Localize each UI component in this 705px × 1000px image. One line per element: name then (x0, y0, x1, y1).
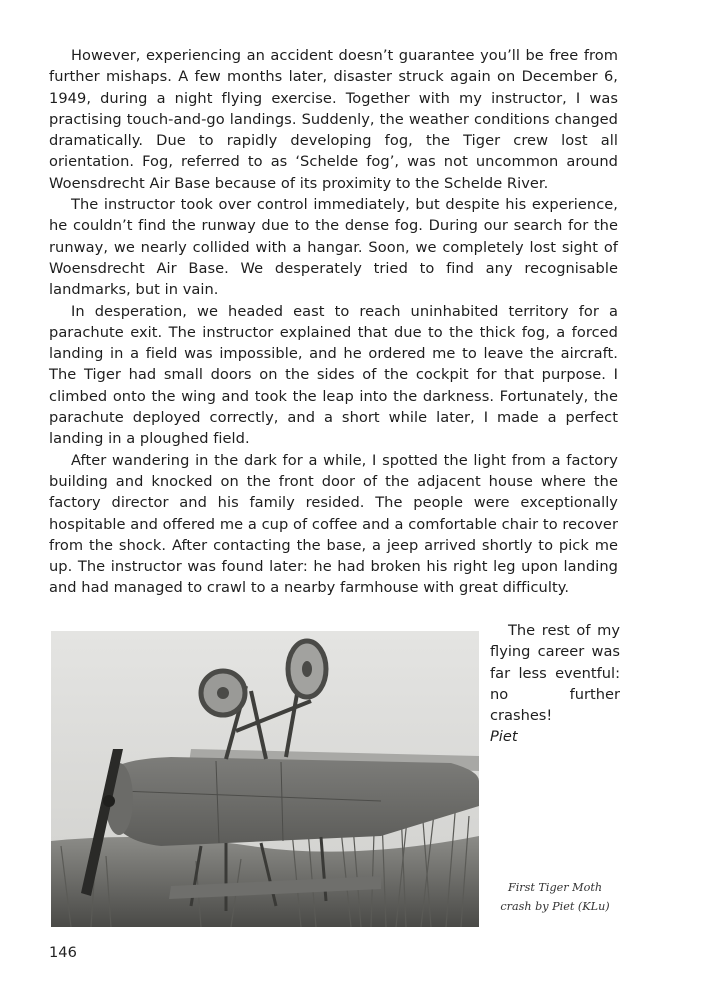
author-signature: Piet (490, 728, 518, 746)
caption-line-2: crash by Piet (KLu) (500, 900, 610, 913)
paragraph-1: However, experiencing an accident doesn’t guarantee you’ll be free from further mishaps. A few months later, disaster struck again on December 6, 1949, during a night flying exercise. Together with my instructor, I was practising touch-and-go landings. Suddenly, the weather conditions changed dramatically. Due to rapidly developing fog, the Tiger crew lost all orientation. Fog, referred to as ‘Schelde fog’, was not uncommon around Woensdrecht Air Base because of its proximity to the Schelde River. (49, 47, 618, 192)
caption-line-1: First Tiger Moth (507, 881, 603, 894)
closing-text (490, 620, 620, 748)
photo-caption (490, 878, 620, 916)
closing-sentence: The rest of my flying career was far less eventful: no further crashes! (490, 622, 620, 725)
crashed-aircraft-photo (51, 631, 479, 927)
body-text (49, 45, 618, 599)
paragraph-4: After wandering in the dark for a while, I spotted the light from a factory building and knocked on the front door of the adjacent house where the factory director and his family resided. The people were exceptionally hospitable and offered me a cup of coffee and a comfortable chair to recover from the shock. After contacting the base, a jeep arrived shortly to pick me up. The instructor was found later: he had broken his right leg upon landing and had managed to crawl to a nearby farmhouse with great difficulty. (49, 451, 618, 597)
paragraph-2: The instructor took over control immediately, but despite his experience, he couldn’t find the runway due to the dense fog. During our search for the runway, we nearly collided with a hangar. Soon, we completely lost sight of Woensdrecht Air Base. We desperately tried to find any recognisable landmarks, but in vain. (49, 196, 618, 299)
paragraph-3: In desperation, we headed east to reach uninhabited territory for a parachute exit. The instructor explained that due to the thick fog, a forced landing in a field was impossible, and he ordered me to leave the aircraft. The Tiger had small doors on the sides of the cockpit for that purpose. I climbed onto the wing and took the leap into the darkness. Fortunately, the parachute deployed correctly, and a short while later, I made a perfect landing in a ploughed field. (49, 302, 618, 448)
page-number: 146 (49, 944, 77, 961)
